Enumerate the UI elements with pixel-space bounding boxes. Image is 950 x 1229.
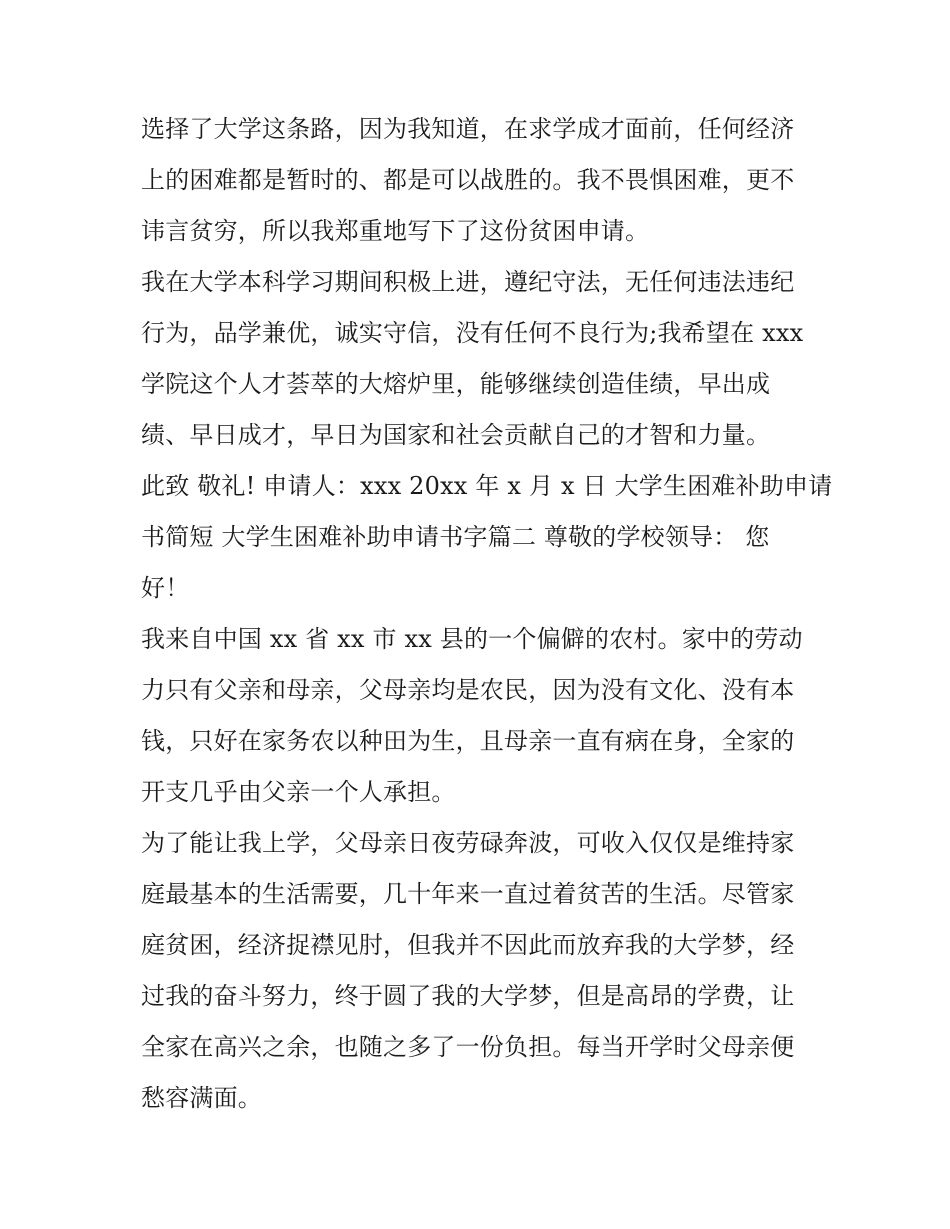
text-line-6: 学院这个人才荟萃的大熔炉里，能够继续创造佳绩，早出成 — [141, 370, 771, 398]
text-line-1: 选择了大学这条路，因为我知道，在求学成才面前，任何经济 — [141, 115, 795, 143]
text-line-12: 力只有父亲和母亲，父母亲均是农民，因为没有文化、没有本 — [141, 676, 795, 704]
text-line-2: 上的困难都是暂时的、都是可以战胜的。我不畏惧困难，更不 — [141, 166, 795, 194]
text-line-3: 讳言贫穷，所以我郑重地写下了这份贫困申请。 — [141, 217, 650, 245]
text-line-15: 为了能让我上学，父母亲日夜劳碌奔波，可收入仅仅是维持家 — [141, 829, 795, 857]
text-line-14: 开支几乎由父亲一个人承担。 — [141, 778, 456, 806]
text-line-16: 庭最基本的生活需要，几十年来一直过着贫苦的生活。尽管家 — [141, 880, 795, 908]
text-line-18: 过我的奋斗努力，终于圆了我的大学梦，但是高昂的学费，让 — [141, 982, 795, 1010]
body-text — [141, 104, 833, 1124]
text-line-20: 愁容满面。 — [141, 1084, 262, 1112]
text-line-13: 钱，只好在家务农以种田为生，且母亲一直有病在身，全家的 — [141, 727, 795, 755]
text-line-4: 我在大学本科学习期间积极上进，遵纪守法，无任何违法违纪 — [141, 268, 795, 296]
text-line-5: 行为，品学兼优，诚实守信，没有任何不良行为;我希望在 xxx — [141, 319, 804, 347]
text-line-11: 我来自中国 xx 省 xx 市 xx 县的一个偏僻的农村。家中的劳动 — [141, 625, 803, 653]
text-line-9: 书简短 大学生困难补助申请书字篇二 尊敬的学校领导： 您 — [141, 523, 770, 551]
text-line-10: 好！ — [141, 574, 190, 602]
text-line-17: 庭贫困，经济捉襟见肘，但我并不因此而放弃我的大学梦，经 — [141, 931, 795, 959]
text-line-8: 此致 敬礼! 申请人：xxx 20xx 年 x 月 x 日 大学生困难补助申请 — [141, 472, 833, 500]
text-line-19: 全家在高兴之余，也随之多了一份负担。每当开学时父母亲便 — [141, 1033, 795, 1061]
text-line-7: 绩、早日成才，早日为国家和社会贡献自己的才智和力量。 — [141, 421, 771, 449]
